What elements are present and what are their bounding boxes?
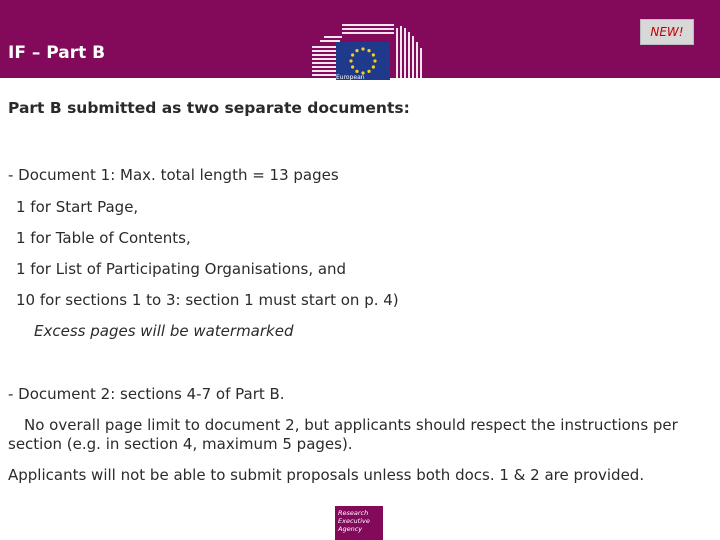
agency-line-3: Agency <box>338 525 363 533</box>
doc2-heading: - Document 2: sections 4-7 of Part B. <box>8 385 285 403</box>
doc1-item: 1 for List of Participating Organisations, and <box>16 260 347 278</box>
european-commission-logo <box>304 14 436 98</box>
new-badge <box>640 19 694 45</box>
closing-note: Applicants will not be able to submit proposals unless both docs. 1 & 2 are provided. <box>8 466 645 484</box>
doc1-heading: - Document 1: Max. total length = 13 pages <box>8 166 339 184</box>
logo-line-1: European <box>336 74 365 81</box>
doc1-item: 1 for Table of Contents, <box>16 229 191 247</box>
agency-logo-text <box>338 509 370 533</box>
header-bar <box>0 0 720 88</box>
doc1-note: Excess pages will be watermarked <box>34 322 294 340</box>
page-title: IF – Part B <box>8 43 106 63</box>
doc1-item: 1 for Start Page, <box>16 198 139 216</box>
section-subtitle: Part B submitted as two separate documents: <box>8 99 410 117</box>
commission-logo-text <box>336 74 373 88</box>
research-executive-agency-logo <box>335 506 383 540</box>
doc1-item: 10 for sections 1 to 3: section 1 must start on p. 4) <box>16 291 399 309</box>
agency-line-2: Executive <box>338 517 370 525</box>
doc2-paragraph: No overall page limit to document 2, but applicants should respect the instructions per section (e.g. in section 4, maximum 5 pages). <box>8 416 678 453</box>
agency-line-1: Research <box>338 509 369 517</box>
new-badge-label: NEW! <box>650 25 684 39</box>
logo-line-2: Commission <box>336 81 373 88</box>
